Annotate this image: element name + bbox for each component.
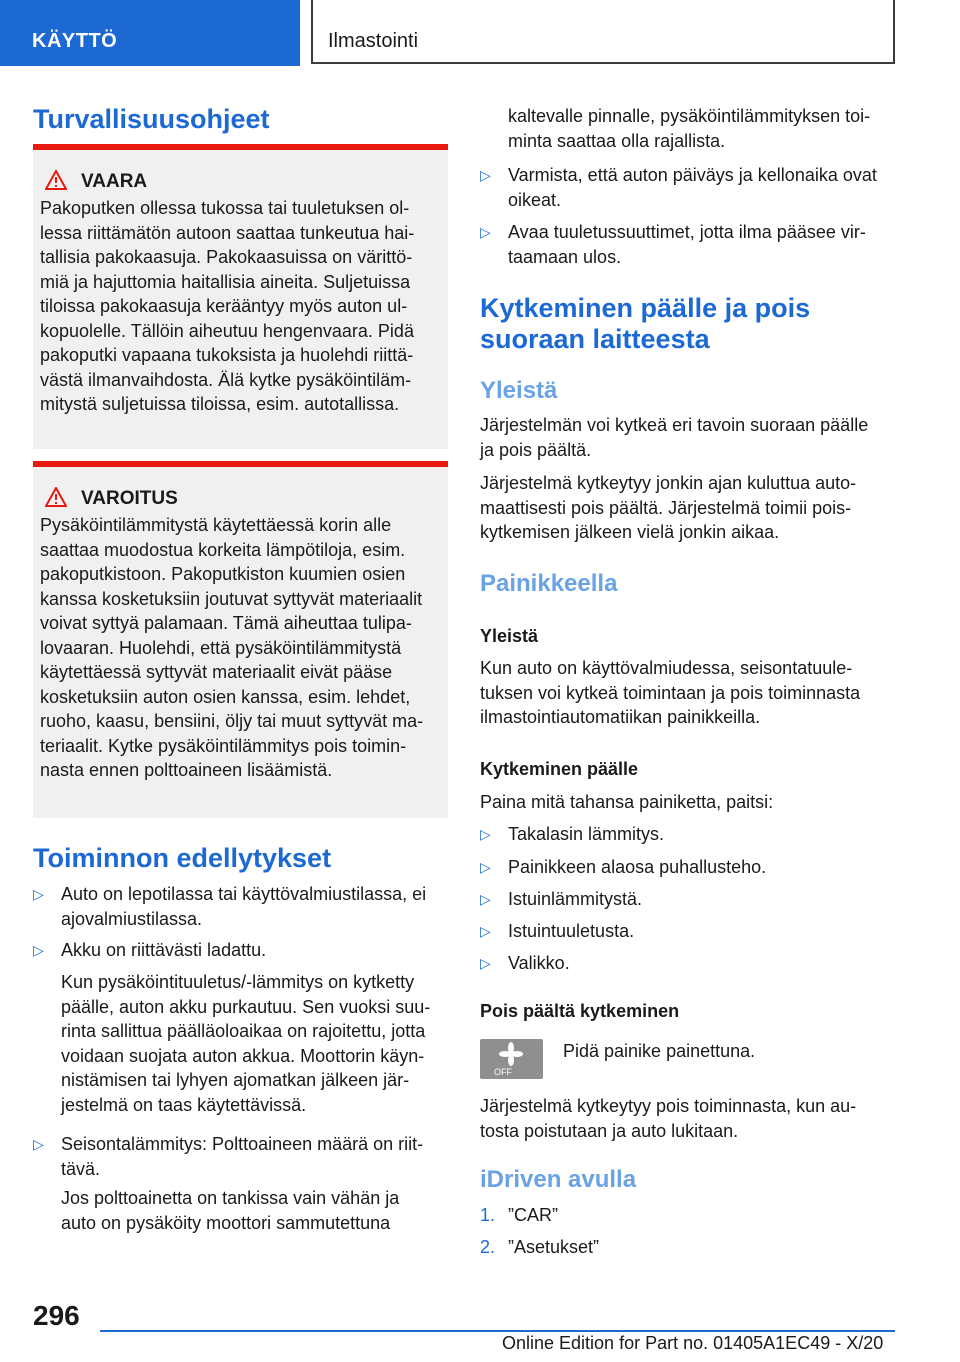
danger-text: Pakoputken ollessa tukossa tai tuuletuksen ol- lessa riittämätön autoon saattaa tunkeutua hai- tallisia pakokaasuja. Pakokaasuissa on värittö- miä ja hajuttomia haitallisia aineita. Suljetuissa tiloissa pakokaasuja kerääntyy myös auton ul- kopuolelle. Tällöin aiheutuu hengenvaara. Pidä pakoputki vapaana tukoksista ja huolehdi riittä- västä ilmanvaihdosta. Älä kytke pysäköintiläm- mitystä suljetuissa tiloissa, esim. autotallissa. (40, 198, 415, 414)
bullet-triangle-icon: ▷ (33, 1136, 44, 1152)
bullet-triangle-icon: ▷ (480, 167, 491, 183)
fan-icon (480, 1039, 543, 1079)
bullet-triangle-icon: ▷ (480, 224, 491, 240)
footer-rule (100, 1330, 895, 1332)
bullet-triangle-icon: ▷ (480, 859, 491, 875)
general-heading: Yleistä (480, 377, 558, 404)
danger-label: VAARA (81, 171, 148, 192)
edition-note: Online Edition for Part no. 01405A1EC49 - X/20 (502, 1333, 884, 1353)
bullet-triangle-icon: ▷ (33, 942, 44, 958)
buttons-subheading: Yleistä (480, 626, 539, 646)
switch-off-heading: Pois päältä kytkeminen (480, 1001, 680, 1021)
bullet-triangle-icon: ▷ (480, 826, 491, 842)
buttons-paragraph: Kun auto on käyttövalmiudessa, seisontatuule- tuksen voi kytkeä toimintaan ja pois toiminnasta ilmastointiautomatiikan painikkeilla. (480, 658, 861, 727)
warning-text: Pysäköintilämmitystä käytettäessä korin alle saattaa muodostua korkeita lämpötiloja, esim. pakoputkistoon. Pakoputkiston kuumien osien kanssa kosketuksiin joutuvat syttyvät materiaalit voivat syttyä palamaan. Tämä aiheuttaa tulipa- lovaaran. Huolehdi, että pysäköintilämmitystä käytettäessä syttyvät materiaalit eivät pääse kosketuksiin auton osien kanssa, esim. lehdet, ruoho, kaasu, bensiini, öljy tai muut syttyvät ma- teriaalit. Kytke pysäköintilämmitys pois toimin- nasta ennen polttoaineen lisäämistä. (40, 515, 424, 780)
general-paragraph-2: Järjestelmä kytkeytyy jonkin ajan kuluttua auto- maattisesti pois päältä. Järjestelmä toimii pois- kytkemisen jälkeen vielä jonkin aikaa. (480, 473, 857, 542)
step-number: 1. (480, 1205, 496, 1225)
danger-heading (45, 170, 147, 193)
switch-off-paragraph-2: Järjestelmä kytkeytyy pois toiminnasta, kun au- tosta poistutaan ja auto lukitaan. (480, 1096, 857, 1141)
bullet-triangle-icon: ▷ (480, 923, 491, 939)
buttons-heading: Painikkeella (480, 570, 618, 597)
switch-off-paragraph: Pidä painike painettuna. (563, 1041, 756, 1061)
idrive-heading: iDriven avulla (480, 1166, 637, 1193)
bullet-triangle-icon: ▷ (33, 886, 44, 902)
switch-on-paragraph: Paina mitä tahansa painiketta, paitsi: (480, 792, 774, 812)
general-paragraph-1: Järjestelmän voi kytkeä eri tavoin suoraan päälle ja pois päältä. (480, 415, 869, 460)
fan-off-button-image (480, 1039, 543, 1079)
switch-on-heading: Kytkeminen päälle (480, 759, 639, 779)
off-label: OFF (494, 1067, 512, 1077)
header-section-tab (0, 0, 300, 66)
page-number: 296 (33, 1300, 80, 1331)
direct-switch-title: Kytkeminen päälle ja pois suoraan laitteesta (480, 293, 811, 354)
safety-title: Turvallisuusohjeet (33, 104, 270, 134)
warning-triangle-icon (45, 487, 67, 507)
warning-box (33, 461, 448, 818)
header-section-label: KÄYTTÖ (32, 30, 118, 52)
prerequisites-title: Toiminnon edellytykset (33, 843, 332, 873)
header-chapter-label: Ilmastointi (328, 30, 419, 52)
warning-label: VAROITUS (81, 488, 178, 509)
step-number: 2. (480, 1237, 496, 1257)
header-chapter-box (311, 0, 895, 64)
warning-triangle-icon (45, 170, 67, 190)
warning-heading (45, 487, 178, 510)
bullet-triangle-icon: ▷ (480, 891, 491, 907)
bullet-triangle-icon: ▷ (480, 955, 491, 971)
danger-box (33, 144, 448, 449)
